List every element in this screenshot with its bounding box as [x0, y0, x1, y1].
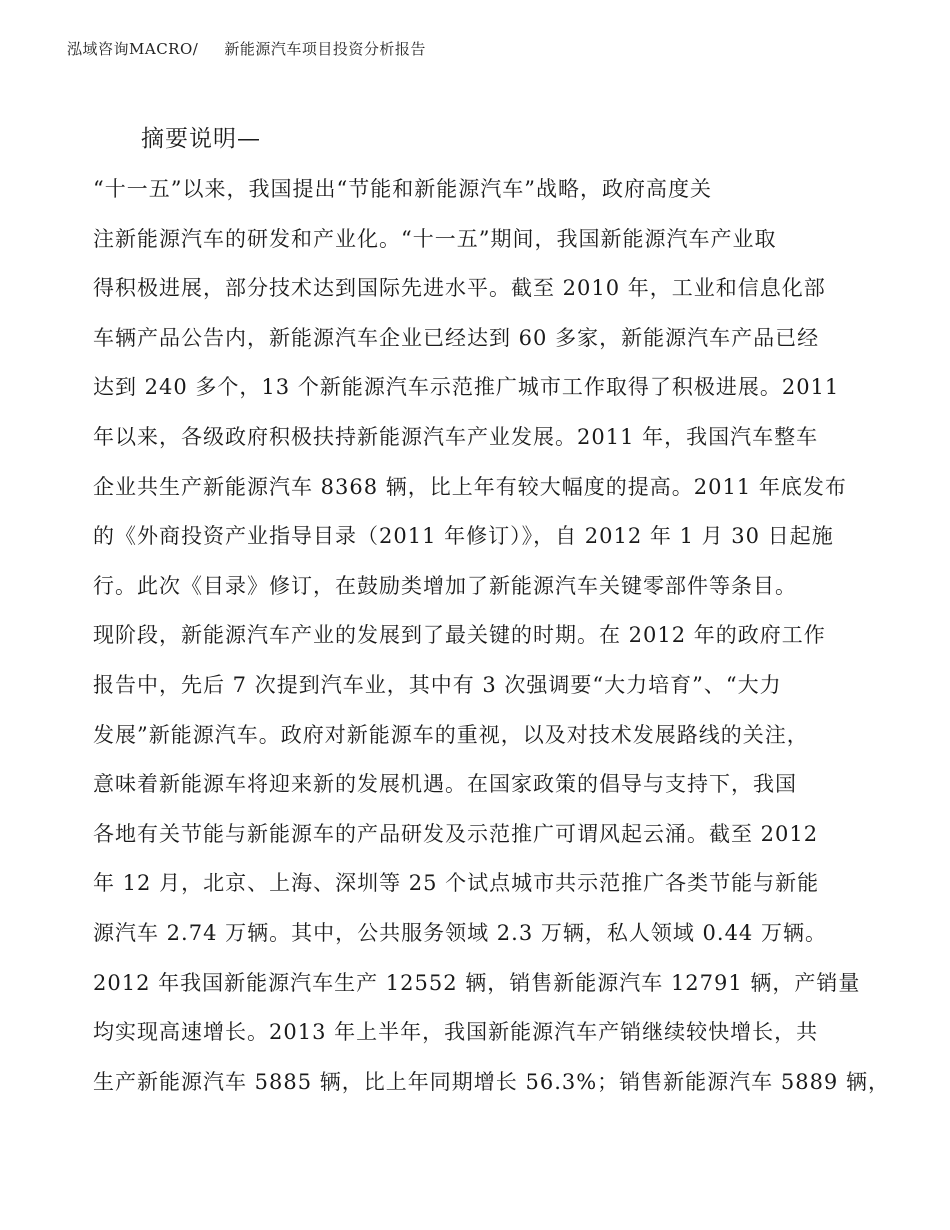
text-line: 的《外商投资产业指导目录（2011 年修订）》，自 2012 年 1 月 30 日起施	[93, 524, 834, 549]
text-line: “十一五”以来，我国提出“节能和新能源汽车”战略，政府高度关	[93, 177, 712, 201]
text-line: 现阶段，新能源汽车产业的发展到了最关键的时期。在 2012 年的政府工作	[93, 623, 826, 648]
page-header	[67, 38, 426, 59]
text-line: 报告中，先后 7 次提到汽车业，其中有 3 次强调要“大力培育”、“大力	[93, 672, 782, 697]
text-line: 生产新能源汽车 5885 辆，比上年同期增长 56.3%；销售新能源汽车 5889 辆，	[93, 1069, 890, 1094]
text-line: 源汽车 2.74 万辆。其中，公共服务领域 2.3 万辆，私人领域 0.44 万辆。	[93, 920, 827, 945]
text-line: 各地有关节能与新能源车的产品研发及示范推广可谓风起云涌。截至 2012	[93, 821, 819, 846]
header-report-title: 新能源汽车项目投资分析报告	[224, 40, 426, 58]
text-line: 2012 年我国新能源汽车生产 12552 辆，销售新能源汽车 12791 辆，产销量	[93, 970, 861, 995]
text-line: 注新能源汽车的研发和产业化。“十一五”期间，我国新能源汽车产业取	[93, 226, 777, 251]
header-company: 泓域咨询MACRO/	[67, 40, 199, 58]
text-line: 企业共生产新能源汽车 8368 辆，比上年有较大幅度的提高。2011 年底发布	[93, 474, 847, 499]
body-paragraph	[93, 165, 890, 1107]
text-line: 年 12 月，北京、上海、深圳等 25 个试点城市共示范推广各类节能与新能	[93, 871, 820, 896]
text-line: 得积极进展，部分技术达到国际先进水平。截至 2010 年，工业和信息化部	[93, 276, 826, 301]
section-title: 摘要说明—	[141, 126, 261, 152]
text-line: 发展”新能源汽车。政府对新能源车的重视，以及对技术发展路线的关注，	[93, 722, 809, 747]
text-line: 达到 240 多个，13 个新能源汽车示范推广城市工作取得了积极进展。2011	[93, 375, 840, 400]
text-line: 行。此次《目录》修订，在鼓励类增加了新能源汽车关键零部件等条目。	[93, 573, 797, 598]
text-line: 意味着新能源车将迎来新的发展机遇。在国家政策的倡导与支持下，我国	[93, 772, 797, 797]
text-line: 车辆产品公告内，新能源汽车企业已经达到 60 多家，新能源汽车产品已经	[93, 325, 820, 350]
text-line: 年以来，各级政府积极扶持新能源汽车产业发展。2011 年，我国汽车整车	[93, 424, 819, 449]
text-line: 均实现高速增长。2013 年上半年，我国新能源汽车产销继续较快增长，共	[93, 1020, 819, 1045]
